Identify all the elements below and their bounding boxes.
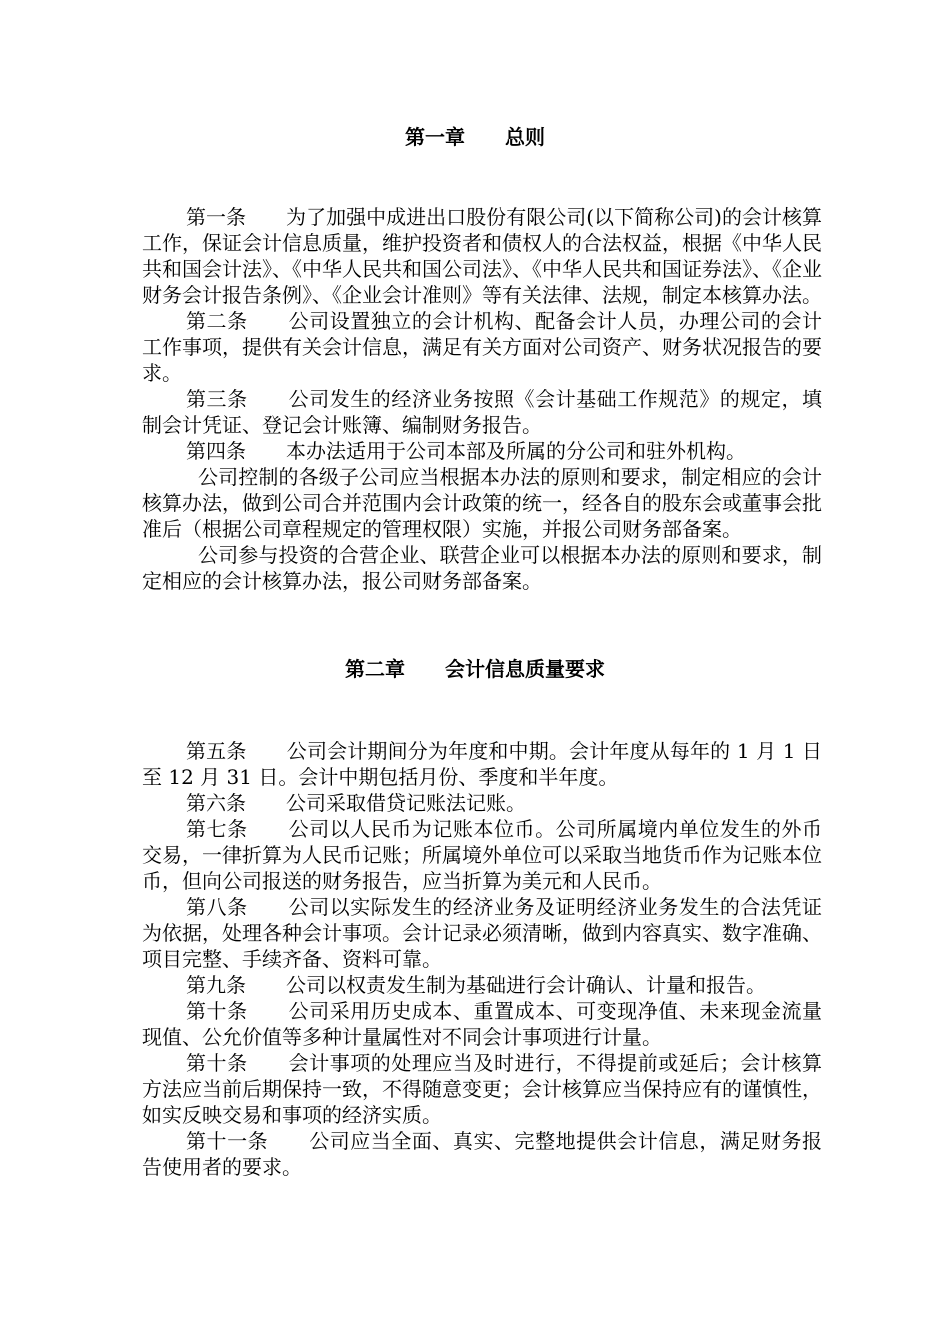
- chapter-1-title: 第一章 总则: [405, 125, 545, 149]
- article-10: 第十条 公司采用历史成本、重置成本、可变现净值、未来现金流量现值、公允价值等多种计量属性对不同会计事项进行计量。: [142, 999, 822, 1049]
- article-11: 第十一条 公司应当全面、真实、完整地提供会计信息，满足财务报告使用者的要求。: [142, 1129, 822, 1179]
- article-6: 第六条 公司采取借贷记账法记账。: [186, 791, 526, 815]
- article-4-joint-ventures: 公司参与投资的合营企业、联营企业可以根据本办法的原则和要求，制定相应的会计核算办法，报公司财务部备案。: [142, 543, 822, 593]
- article-8: 第八条 公司以实际发生的经济业务及证明经济业务发生的合法凭证为依据，处理各种会计事项。会计记录必须清晰，做到内容真实、数字准确、项目完整、手续齐备、资料可靠。: [142, 895, 822, 971]
- chapter-1-body: [142, 204, 822, 594]
- article-4-subsidiaries: 公司控制的各级子公司应当根据本办法的原则和要求，制定相应的会计核算办法，做到公司合并范围内会计政策的统一，经各自的股东会或董事会批准后（根据公司章程规定的管理权限）实施，并报公司财务部备案。: [142, 465, 822, 541]
- article-2: 第二条 公司设置独立的会计机构、配备会计人员，办理公司的会计工作事项，提供有关会计信息，满足有关方面对公司资产、财务状况报告的要求。: [142, 309, 822, 385]
- article-5: 第五条 公司会计期间分为年度和中期。会计年度从每年的 1 月 1 日至 12 月 31 日。会计中期包括月份、季度和半年度。: [142, 739, 822, 789]
- article-7: 第七条 公司以人民币为记账本位币。公司所属境内单位发生的外币交易，一律折算为人民币记账；所属境外单位可以采取当地货币作为记账本位币，但向公司报送的财务报告，应当折算为美元和人民币。: [142, 817, 822, 893]
- article-1: 第一条 为了加强中成进出口股份有限公司(以下简称公司)的会计核算工作，保证会计信息质量，维护投资者和债权人的合法权益，根据《中华人民共和国会计法》、《中华人民共和国公司法》、《中华人民共和国证券法》、《企业财务会计报告条例》、《企业会计准则》等有关法律、法规，制定本核算办法。: [142, 205, 822, 307]
- article-3: 第三条 公司发生的经济业务按照《会计基础工作规范》的规定，填制会计凭证、登记会计账簿、编制财务报告。: [142, 387, 822, 437]
- article-4: 第四条 本办法适用于公司本部及所属的分公司和驻外机构。: [186, 439, 746, 463]
- chapter-2-title: 第二章 会计信息质量要求: [345, 657, 605, 681]
- article-9: 第九条 公司以权责发生制为基础进行会计确认、计量和报告。: [186, 973, 766, 997]
- chapter-2-body: [142, 738, 822, 1180]
- article-10-duplicate: 第十条 会计事项的处理应当及时进行，不得提前或延后；会计核算方法应当前后期保持一致，不得随意变更；会计核算应当保持应有的谨慎性，如实反映交易和事项的经济实质。: [142, 1051, 822, 1127]
